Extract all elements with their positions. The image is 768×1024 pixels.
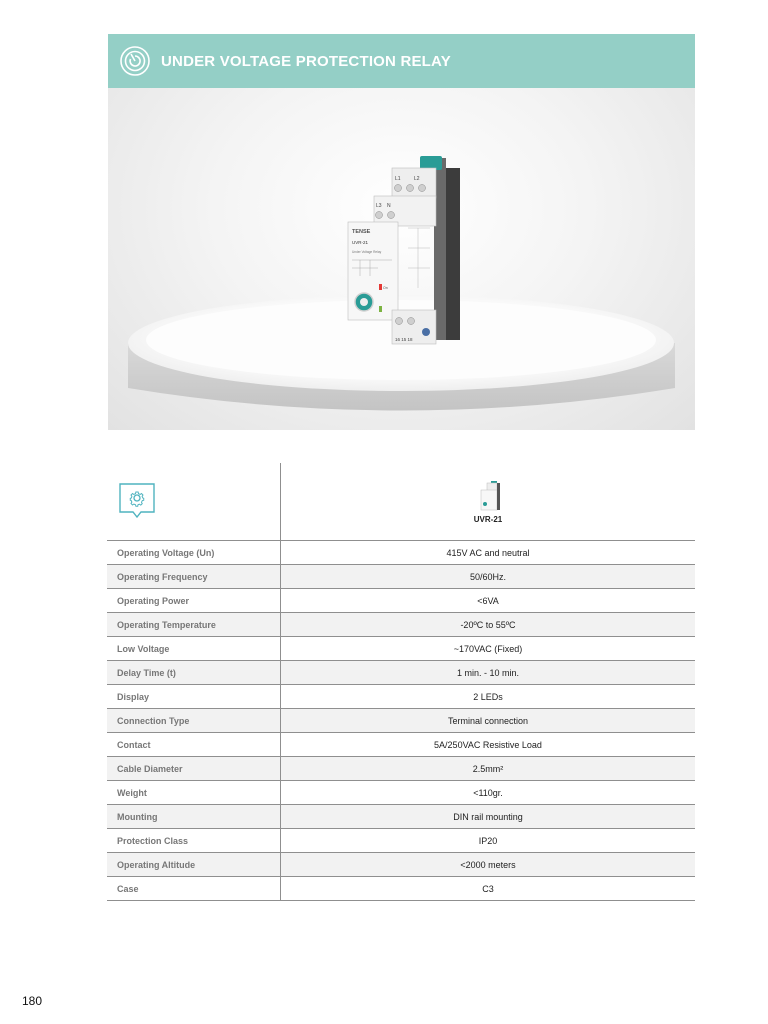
spec-value: 5A/250VAC Resistive Load bbox=[281, 733, 696, 757]
spec-value: 2.5mm² bbox=[281, 757, 696, 781]
relay-logo-icon bbox=[119, 45, 151, 77]
bottom-terminal-labels: 16 15 18 bbox=[395, 337, 413, 342]
table-row bbox=[107, 829, 695, 853]
table-row bbox=[107, 781, 695, 805]
top-terminal-label-2: L2 bbox=[414, 176, 420, 182]
spec-label: Cable Diameter bbox=[107, 757, 281, 781]
relay-device bbox=[348, 156, 460, 344]
spec-label: Operating Temperature bbox=[107, 613, 281, 637]
spec-value: Terminal connection bbox=[281, 709, 696, 733]
spec-value: 415V AC and neutral bbox=[281, 541, 696, 565]
product-hero-image bbox=[108, 88, 695, 430]
spec-value: <2000 meters bbox=[281, 853, 696, 877]
spec-label: Connection Type bbox=[107, 709, 281, 733]
spec-label: Contact bbox=[107, 733, 281, 757]
settings-icon-cell bbox=[107, 463, 281, 541]
spec-value: <110gr. bbox=[281, 781, 696, 805]
table-row bbox=[107, 541, 695, 565]
spec-label: Operating Altitude bbox=[107, 853, 281, 877]
spec-value: 1 min. - 10 min. bbox=[281, 661, 696, 685]
product-thumbnail bbox=[475, 479, 501, 513]
spec-value: C3 bbox=[281, 877, 696, 901]
spec-value: DIN rail mounting bbox=[281, 805, 696, 829]
spec-label: Mounting bbox=[107, 805, 281, 829]
product-illustration bbox=[108, 88, 695, 430]
spec-label: Weight bbox=[107, 781, 281, 805]
model-name: UVR-21 bbox=[473, 515, 503, 524]
spec-value: IP20 bbox=[281, 829, 696, 853]
spec-value: ~170VAC (Fixed) bbox=[281, 637, 696, 661]
table-header-row bbox=[107, 463, 695, 541]
specifications-table bbox=[107, 463, 695, 901]
spec-label: Low Voltage bbox=[107, 637, 281, 661]
table-row bbox=[107, 565, 695, 589]
table-row bbox=[107, 853, 695, 877]
mid-terminal-label-1: L3 bbox=[376, 203, 382, 209]
table-row bbox=[107, 661, 695, 685]
table-row bbox=[107, 757, 695, 781]
table-row bbox=[107, 637, 695, 661]
spec-value: 50/60Hz. bbox=[281, 565, 696, 589]
device-subtitle: Under Voltage Relay bbox=[352, 250, 382, 254]
spec-label: Protection Class bbox=[107, 829, 281, 853]
top-terminal-label-1: L1 bbox=[395, 176, 401, 182]
model-cell bbox=[281, 463, 696, 541]
spec-label: Operating Voltage (Un) bbox=[107, 541, 281, 565]
table-row bbox=[107, 613, 695, 637]
table-row bbox=[107, 685, 695, 709]
spec-label: Case bbox=[107, 877, 281, 901]
spec-label: Operating Frequency bbox=[107, 565, 281, 589]
page-header bbox=[108, 34, 695, 88]
mid-terminal-label-2: N bbox=[387, 203, 391, 209]
spec-value: <6VA bbox=[281, 589, 696, 613]
device-brand: TENSE bbox=[352, 229, 371, 235]
table-row bbox=[107, 805, 695, 829]
spec-value: -20ºC to 55ºC bbox=[281, 613, 696, 637]
spec-label: Display bbox=[107, 685, 281, 709]
page-title: UNDER VOLTAGE PROTECTION RELAY bbox=[161, 52, 451, 70]
table-row bbox=[107, 709, 695, 733]
table-row bbox=[107, 589, 695, 613]
table-row bbox=[107, 733, 695, 757]
spec-label: Operating Power bbox=[107, 589, 281, 613]
device-model: UVR-21 bbox=[352, 240, 369, 245]
spec-label: Delay Time (t) bbox=[107, 661, 281, 685]
page-number: 180 bbox=[22, 994, 43, 1008]
led-label: On bbox=[383, 286, 388, 290]
table-row bbox=[107, 877, 695, 901]
settings-gear-icon bbox=[117, 481, 157, 521]
spec-value: 2 LEDs bbox=[281, 685, 696, 709]
